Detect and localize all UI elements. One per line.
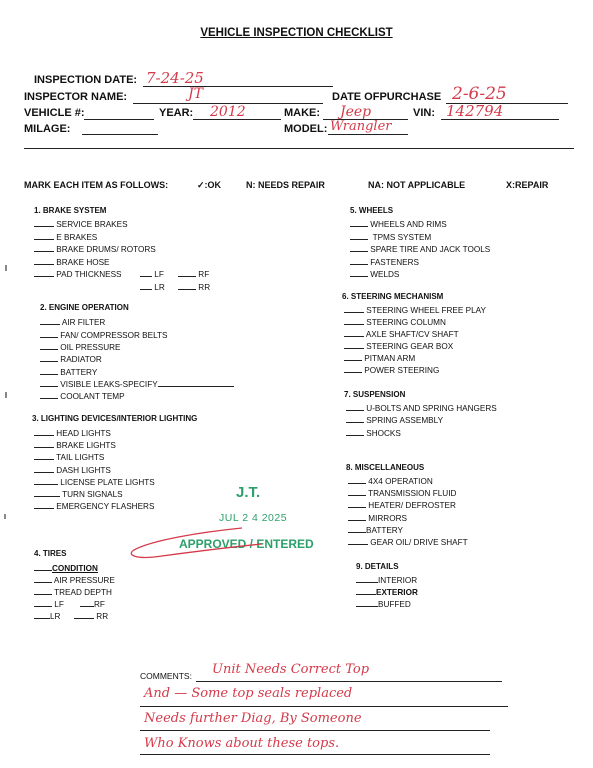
milage-line	[82, 134, 158, 135]
pad-lr: LR	[140, 281, 165, 292]
inspector-name-label: INSPECTOR NAME:	[24, 91, 128, 103]
legend-intro: MARK EACH ITEM AS FOLLOWS:	[24, 180, 169, 190]
make-value[interactable]: Jeep	[340, 104, 372, 120]
check-blank[interactable]	[140, 281, 152, 290]
check-blank[interactable]	[34, 451, 54, 460]
list-item: MIRRORS	[348, 512, 407, 523]
check-blank[interactable]	[34, 218, 54, 227]
check-blank[interactable]	[40, 316, 60, 325]
check-blank[interactable]	[34, 598, 52, 607]
date-of-purchase-label: DATE OFPURCHASE	[332, 91, 442, 103]
list-item: COOLANT TEMP	[40, 390, 125, 401]
scan-speck	[5, 265, 7, 271]
list-item: SPARE TIRE AND JACK TOOLS	[350, 243, 490, 254]
list-item: AXLE SHAFT/CV SHAFT	[344, 328, 459, 339]
check-blank[interactable]	[34, 476, 58, 485]
list-item: FASTENERS	[350, 256, 419, 267]
leaks-specify-field[interactable]	[158, 378, 234, 387]
list-item: TREAD DEPTH	[34, 586, 112, 597]
tire-rr: RR	[74, 610, 108, 621]
inspector-name-value[interactable]: JT	[188, 86, 203, 102]
check-blank[interactable]	[178, 281, 196, 290]
check-blank[interactable]	[350, 231, 368, 240]
check-blank[interactable]	[344, 340, 364, 349]
details-section-title: 9. DETAILS	[356, 562, 399, 571]
check-blank[interactable]	[350, 268, 368, 277]
check-blank[interactable]	[344, 328, 364, 337]
list-item: STEERING GEAR BOX	[344, 340, 453, 351]
check-blank[interactable]	[350, 256, 368, 265]
check-blank[interactable]	[40, 329, 58, 338]
list-item: FAN/ COMPRESSOR BELTS	[40, 329, 168, 340]
model-line	[328, 134, 408, 135]
legend-ok: ✓:OK	[197, 180, 222, 190]
list-item: HEAD LIGHTS	[34, 427, 111, 438]
check-blank[interactable]	[344, 316, 364, 325]
check-blank[interactable]	[348, 512, 366, 521]
comment-line-1	[196, 681, 502, 682]
check-blank[interactable]	[344, 364, 362, 373]
misc-section-title: 8. MISCELLANEOUS	[346, 463, 425, 472]
list-item: AIR FILTER	[40, 316, 105, 327]
year-label: YEAR:	[159, 107, 194, 119]
list-item: GEAR OIL/ DRIVE SHAFT	[348, 536, 468, 547]
comments-label: COMMENTS:	[140, 671, 192, 681]
milage-label: MILAGE:	[24, 123, 71, 135]
check-blank[interactable]	[350, 243, 368, 252]
stamp-signature-scribble	[122, 522, 272, 562]
stamp-approved: APPROVED / ENTERED	[179, 537, 314, 551]
vin-label: VIN:	[413, 107, 435, 119]
check-blank[interactable]	[34, 562, 52, 571]
check-blank[interactable]	[40, 378, 58, 387]
year-value[interactable]: 2012	[210, 104, 246, 120]
comment-text-2[interactable]: And — Some top seals replaced	[144, 686, 353, 701]
legend-repair: X:REPAIR	[506, 180, 549, 190]
pad-thickness-row: PAD THICKNESS	[34, 268, 122, 279]
check-blank[interactable]	[34, 488, 60, 497]
check-blank[interactable]	[356, 598, 378, 607]
pad-rr: RR	[178, 281, 210, 292]
check-blank[interactable]	[34, 427, 54, 436]
list-item: TURN SIGNALS	[34, 488, 123, 499]
make-label: MAKE:	[284, 107, 321, 119]
scan-speck	[5, 392, 7, 398]
list-item: BATTERY	[40, 366, 97, 377]
list-item: STEERING COLUMN	[344, 316, 446, 327]
pad-rf: RF	[178, 268, 209, 279]
check-blank[interactable]	[34, 464, 54, 473]
check-blank[interactable]	[74, 610, 94, 619]
list-item: BRAKE DRUMS/ ROTORS	[34, 243, 156, 254]
list-item: VISIBLE LEAKS-SPECIFY	[40, 378, 234, 389]
list-item: EXTERIOR	[356, 586, 418, 597]
scan-speck	[4, 514, 6, 519]
tire-rf: RF	[80, 598, 105, 609]
list-item: STEERING WHEEL FREE PLAY	[344, 304, 486, 315]
inspection-date-label: INSPECTION DATE:	[34, 74, 138, 86]
list-item: WHEELS AND RIMS	[350, 218, 447, 229]
list-item: TAIL LIGHTS	[34, 451, 104, 462]
pad-lf: LF	[140, 268, 164, 279]
wheels-section-title: 5. WHEELS	[350, 206, 394, 215]
check-blank[interactable]	[346, 414, 364, 423]
list-item: HEATER/ DEFROSTER	[348, 499, 456, 510]
list-item: SERVICE BRAKES	[34, 218, 128, 229]
check-blank[interactable]	[348, 475, 366, 484]
check-blank[interactable]	[344, 304, 364, 313]
check-blank[interactable]	[348, 499, 366, 508]
lighting-section-title: 3. LIGHTING DEVICES/INTERIOR LIGHTING	[32, 414, 198, 423]
comment-text-4[interactable]: Who Knows about these tops.	[144, 736, 340, 751]
list-item: 4X4 OPERATION	[348, 475, 433, 486]
tire-lr: LR	[34, 610, 60, 621]
check-blank[interactable]	[34, 500, 54, 509]
check-blank[interactable]	[344, 352, 362, 361]
vin-value[interactable]: 142794	[446, 102, 504, 120]
model-value[interactable]: Wrangler	[330, 119, 392, 134]
list-item: BUFFED	[356, 598, 411, 609]
vehicle-number-label: VEHICLE #:	[24, 107, 85, 119]
check-blank[interactable]	[40, 341, 58, 350]
legend-not-applicable: NA: NOT APPLICABLE	[368, 180, 466, 190]
list-item: TRANSMISSION FLUID	[348, 487, 456, 498]
check-blank[interactable]	[348, 536, 368, 545]
check-blank[interactable]	[356, 574, 378, 583]
check-blank[interactable]	[40, 390, 58, 399]
header-divider	[24, 148, 574, 149]
check-blank[interactable]	[40, 353, 58, 362]
list-item: OIL PRESSURE	[40, 341, 121, 352]
check-blank[interactable]	[34, 610, 50, 619]
model-label: MODEL:	[284, 123, 328, 135]
stamp-date: JUL 2 4 2025	[219, 512, 288, 524]
list-item: EMERGENCY FLASHERS	[34, 500, 154, 511]
check-blank[interactable]	[34, 243, 54, 252]
check-blank[interactable]	[350, 218, 368, 227]
stamp-initials: J.T.	[236, 484, 261, 501]
list-item: SHOCKS	[346, 427, 401, 438]
tires-section-title: 4. TIRES	[34, 549, 67, 558]
check-blank[interactable]	[178, 268, 196, 277]
comment-line-2	[140, 706, 508, 707]
comment-text-1[interactable]: Unit Needs Correct Top	[212, 662, 370, 677]
suspension-section-title: 7. SUSPENSION	[344, 390, 406, 399]
check-blank[interactable]	[140, 268, 152, 277]
check-blank[interactable]	[34, 268, 54, 277]
list-item: WELDS	[350, 268, 399, 279]
check-blank[interactable]	[348, 487, 366, 496]
brake-section-title: 1. BRAKE SYSTEM	[34, 206, 107, 215]
check-blank[interactable]	[34, 574, 52, 583]
vehicle-number-line	[84, 119, 154, 120]
tires-condition-row: CONDITION	[34, 562, 98, 573]
list-item: BATTERY	[348, 524, 403, 535]
engine-section-title: 2. ENGINE OPERATION	[40, 303, 129, 312]
list-item: LICENSE PLATE LIGHTS	[34, 476, 155, 487]
list-item: INTERIOR	[356, 574, 417, 585]
check-blank[interactable]	[34, 586, 52, 595]
steering-section-title: 6. STEERING MECHANISM	[342, 292, 444, 301]
list-item: TPMS SYSTEM	[350, 231, 431, 242]
list-item: POWER STEERING	[344, 364, 439, 375]
list-item: DASH LIGHTS	[34, 464, 111, 475]
check-blank[interactable]	[348, 524, 366, 533]
list-item: BRAKE LIGHTS	[34, 439, 116, 450]
list-item: SPRING ASSEMBLY	[346, 414, 443, 425]
check-blank[interactable]	[34, 256, 54, 265]
list-item: RADIATOR	[40, 353, 102, 364]
legend-needs-repair: N: NEEDS REPAIR	[246, 180, 325, 190]
check-blank[interactable]	[40, 366, 58, 375]
comment-text-3[interactable]: Needs further Diag, By Someone	[144, 711, 362, 726]
check-blank[interactable]	[346, 427, 364, 436]
list-item: U-BOLTS AND SPRING HANGERS	[346, 402, 497, 413]
check-blank[interactable]	[34, 439, 54, 448]
list-item: E BRAKES	[34, 231, 97, 242]
page-title: VEHICLE INSPECTION CHECKLIST	[200, 27, 393, 39]
check-blank[interactable]	[34, 231, 54, 240]
comment-line-4	[140, 754, 490, 755]
check-blank[interactable]	[346, 402, 364, 411]
comment-line-3	[140, 730, 490, 731]
date-of-purchase-value[interactable]: 2-6-25	[452, 84, 507, 104]
list-item: BRAKE HOSE	[34, 256, 110, 267]
tire-lf: LF	[34, 598, 64, 609]
list-item: PITMAN ARM	[344, 352, 415, 363]
list-item: AIR PRESSURE	[34, 574, 115, 585]
check-blank[interactable]	[80, 598, 94, 607]
check-blank[interactable]	[356, 586, 376, 595]
inspection-date-value[interactable]: 7-24-25	[146, 69, 204, 87]
